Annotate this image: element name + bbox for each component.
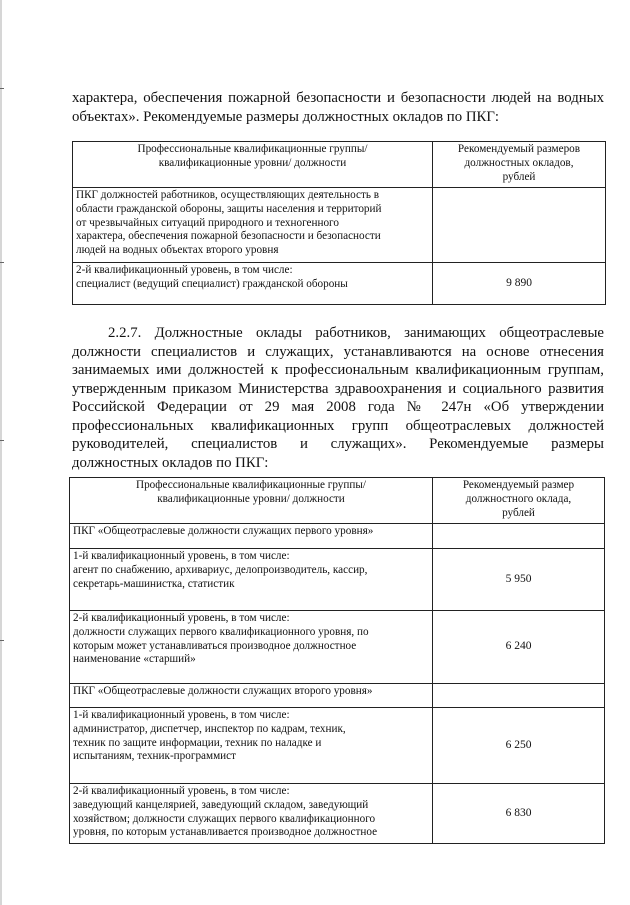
table-row xyxy=(73,263,606,305)
intro-paragraph xyxy=(72,89,604,126)
table-header-row xyxy=(73,142,606,188)
header-cell-salary: Рекомендуемый размеров должностных окладов, рублей xyxy=(433,142,606,188)
row-salary-value: 5 950 xyxy=(433,549,605,611)
table-row xyxy=(70,611,605,684)
row-salary-value: 6 240 xyxy=(433,611,605,684)
header-cell-groups: Профессиональные квалификационные группы/ квалификационные уровни/ должности xyxy=(73,142,433,188)
section-line: должности специалистов и служащих, устанавливаются на основе отнесения xyxy=(72,343,604,360)
row-salary-value: 6 830 xyxy=(433,784,605,844)
section-line: утвержденным приказом Министерства здравоохранения и социального развития xyxy=(72,380,604,397)
header-cell-groups: Профессиональные квалификационные группы/ квалификационные уровни/ должности xyxy=(70,478,433,524)
section-line: 2.2.7. Должностные оклады работников, занимающих общеотраслевые xyxy=(108,325,604,341)
section-2-2-7-paragraph xyxy=(72,324,604,472)
row-description: 2-й квалификационный уровень, в том числе: должности служащих первого квалификационного уровня, по которым может устанавливаться производное должностное наименование «старший» xyxy=(70,611,433,684)
table-row xyxy=(73,188,606,263)
section-line: должностных окладов по ПКГ: xyxy=(72,454,269,471)
row-salary-value xyxy=(433,684,605,708)
section-line: руководителей, специалистов и служащих». Рекомендуемые размеры xyxy=(72,436,604,452)
section-line: профессиональных квалификационных групп общеотраслевых должностей xyxy=(72,417,604,434)
row-description: ПКГ «Общеотраслевые должности служащих второго уровня» xyxy=(70,684,433,708)
salary-table-general-positions xyxy=(69,477,605,844)
row-description: ПКГ должностей работников, осуществляющих деятельность в области гражданской обороны, защиты населения и территорий от чрезвычайных ситуаций природного и техногенного характера, обеспечения пожарной безопасности и безопасности людей на водных объектах второго уровня xyxy=(73,188,433,263)
intro-line: объектах». Рекомендуемые размеры должностных окладов по ПКГ: xyxy=(72,108,500,125)
scan-edge-mark xyxy=(0,88,4,89)
table-header-row xyxy=(70,478,605,524)
scan-edge-mark xyxy=(0,262,4,263)
row-salary-value xyxy=(433,188,606,263)
section-line: Российской Федерации от 29 мая 2008 года № 247н «Об утверждении xyxy=(72,399,604,415)
scan-edge-mark xyxy=(0,440,4,441)
scan-edge xyxy=(0,0,2,905)
table-row xyxy=(70,549,605,611)
row-salary-value: 9 890 xyxy=(433,263,606,305)
intro-line: характера, обеспечения пожарной безопасности и безопасности людей на водных xyxy=(72,90,604,106)
salary-table-civil-defense xyxy=(72,141,606,305)
row-description: 2-й квалификационный уровень, в том числе: специалист (ведущий специалист) гражданской обороны xyxy=(73,263,433,305)
row-description: ПКГ «Общеотраслевые должности служащих первого уровня» xyxy=(70,524,433,549)
section-line: занимаемых ими должностей к профессиональным квалификационным группам, xyxy=(72,362,604,378)
table-row xyxy=(70,524,605,549)
row-salary-value xyxy=(433,524,605,549)
table-row xyxy=(70,708,605,784)
table-row xyxy=(70,684,605,708)
row-description: 1-й квалификационный уровень, в том числе: администратор, диспетчер, инспектор по кадрам, техник, техник по защите информации, техник по наладке и испытаниям, техник-программист xyxy=(70,708,433,784)
table-row xyxy=(70,784,605,844)
row-description: 1-й квалификационный уровень, в том числе: агент по снабжению, архивариус, делопроизводитель, кассир, секретарь-машинистка, статистик xyxy=(70,549,433,611)
row-description: 2-й квалификационный уровень, в том числе: заведующий канцелярией, заведующий складом, заведующий хозяйством; должности служащих первого квалификационного уровня, по которым устанавливается производное должностное xyxy=(70,784,433,844)
header-cell-salary: Рекомендуемый размер должностного оклада, рублей xyxy=(433,478,605,524)
row-salary-value: 6 250 xyxy=(433,708,605,784)
scan-edge-mark xyxy=(0,640,4,641)
